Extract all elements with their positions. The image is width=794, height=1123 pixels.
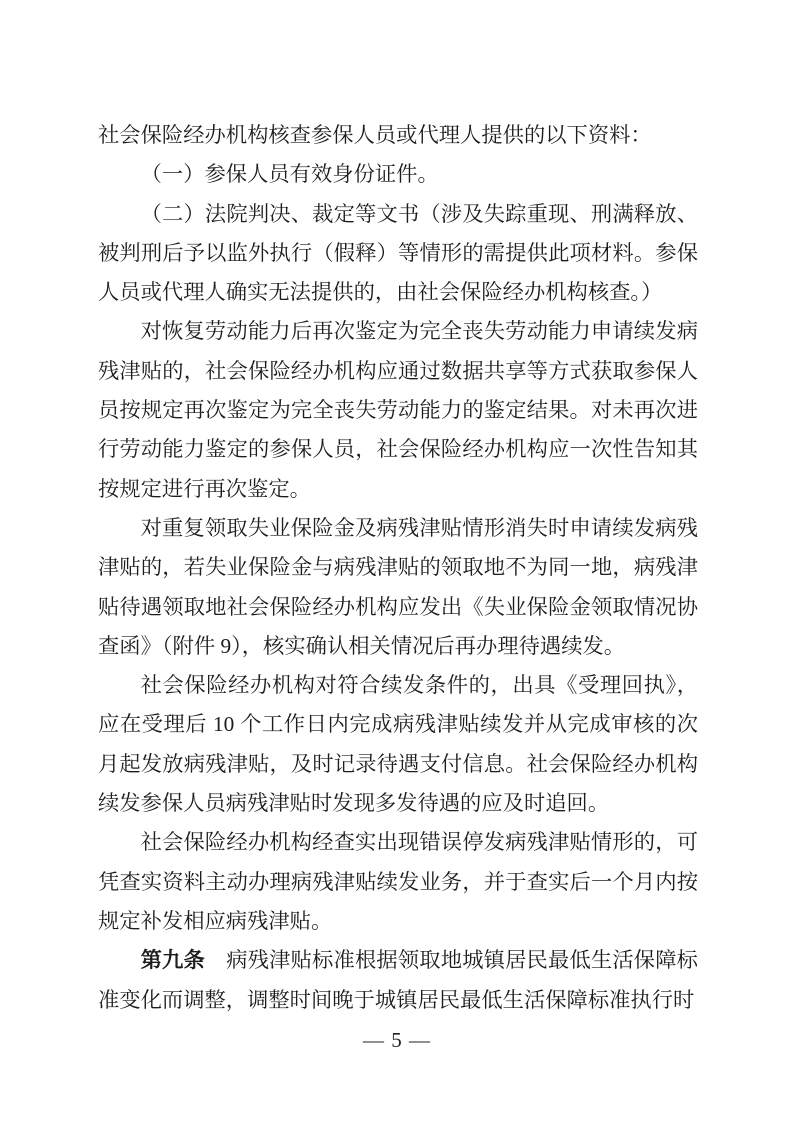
document-body <box>98 116 698 1020</box>
page-number: — 5 — <box>363 1028 431 1052</box>
paragraph-duplicate-benefit-rule: 对重复领取失业保险金及病残津贴情形消失时申请续发病残津贴的，若失业保险金与病残津贴的领取地不为同一地，病残津贴待遇领取地社会保险经办机构应发出《失业保险金领取情况协查函》（附件 9），核实确认相关情况后再办理待遇续发。 <box>98 515 698 658</box>
paragraph-list-item-2: （二）法院判决、裁定等文书（涉及失踪重现、刑满释放、被判刑后予以监外执行（假释）等情形的需提供此项材料。参保人员或代理人确实无法提供的，由社会保险经办机构核查。） <box>98 201 698 305</box>
paragraph-renewal-processing-rule: 社会保险经办机构对符合续发条件的，出具《受理回执》，应在受理后 10 个工作日内完成病残津贴续发并从完成审核的次月起发放病残津贴，及时记录待遇支付信息。社会保险经办机构续发参保人员病残津贴时发现多发待遇的应及时追回。 <box>98 673 698 816</box>
paragraph-reassessment-rule: 对恢复劳动能力后再次鉴定为完全丧失劳动能力申请续发病残津贴的，社会保险经办机构应通过数据共享等方式获取参保人员按规定再次鉴定为完全丧失劳动能力的鉴定结果。对未再次进行劳动能力鉴定的参保人员，社会保险经办机构应一次性告知其按规定进行再次鉴定。 <box>98 319 698 501</box>
paragraph-article-9 <box>98 941 698 1020</box>
paragraph-erroneous-stop-rule: 社会保险经办机构经查实出现错误停发病残津贴情形的，可凭查实资料主动办理病残津贴续发业务，并于查实后一个月内按规定补发相应病残津贴。 <box>98 830 698 933</box>
article-9-text: 病残津贴标准根据领取地城镇居民最低生活保障标准变化而调整，调整时间晚于城镇居民最低生活保障标准执行时 <box>98 948 698 1012</box>
paragraph-list-item-1: （一）参保人员有效身份证件。 <box>140 162 439 187</box>
article-9-label: 第九条 <box>140 948 205 973</box>
paragraph-materials-intro: 社会保险经办机构核查参保人员或代理人提供的以下资料： <box>98 123 652 147</box>
